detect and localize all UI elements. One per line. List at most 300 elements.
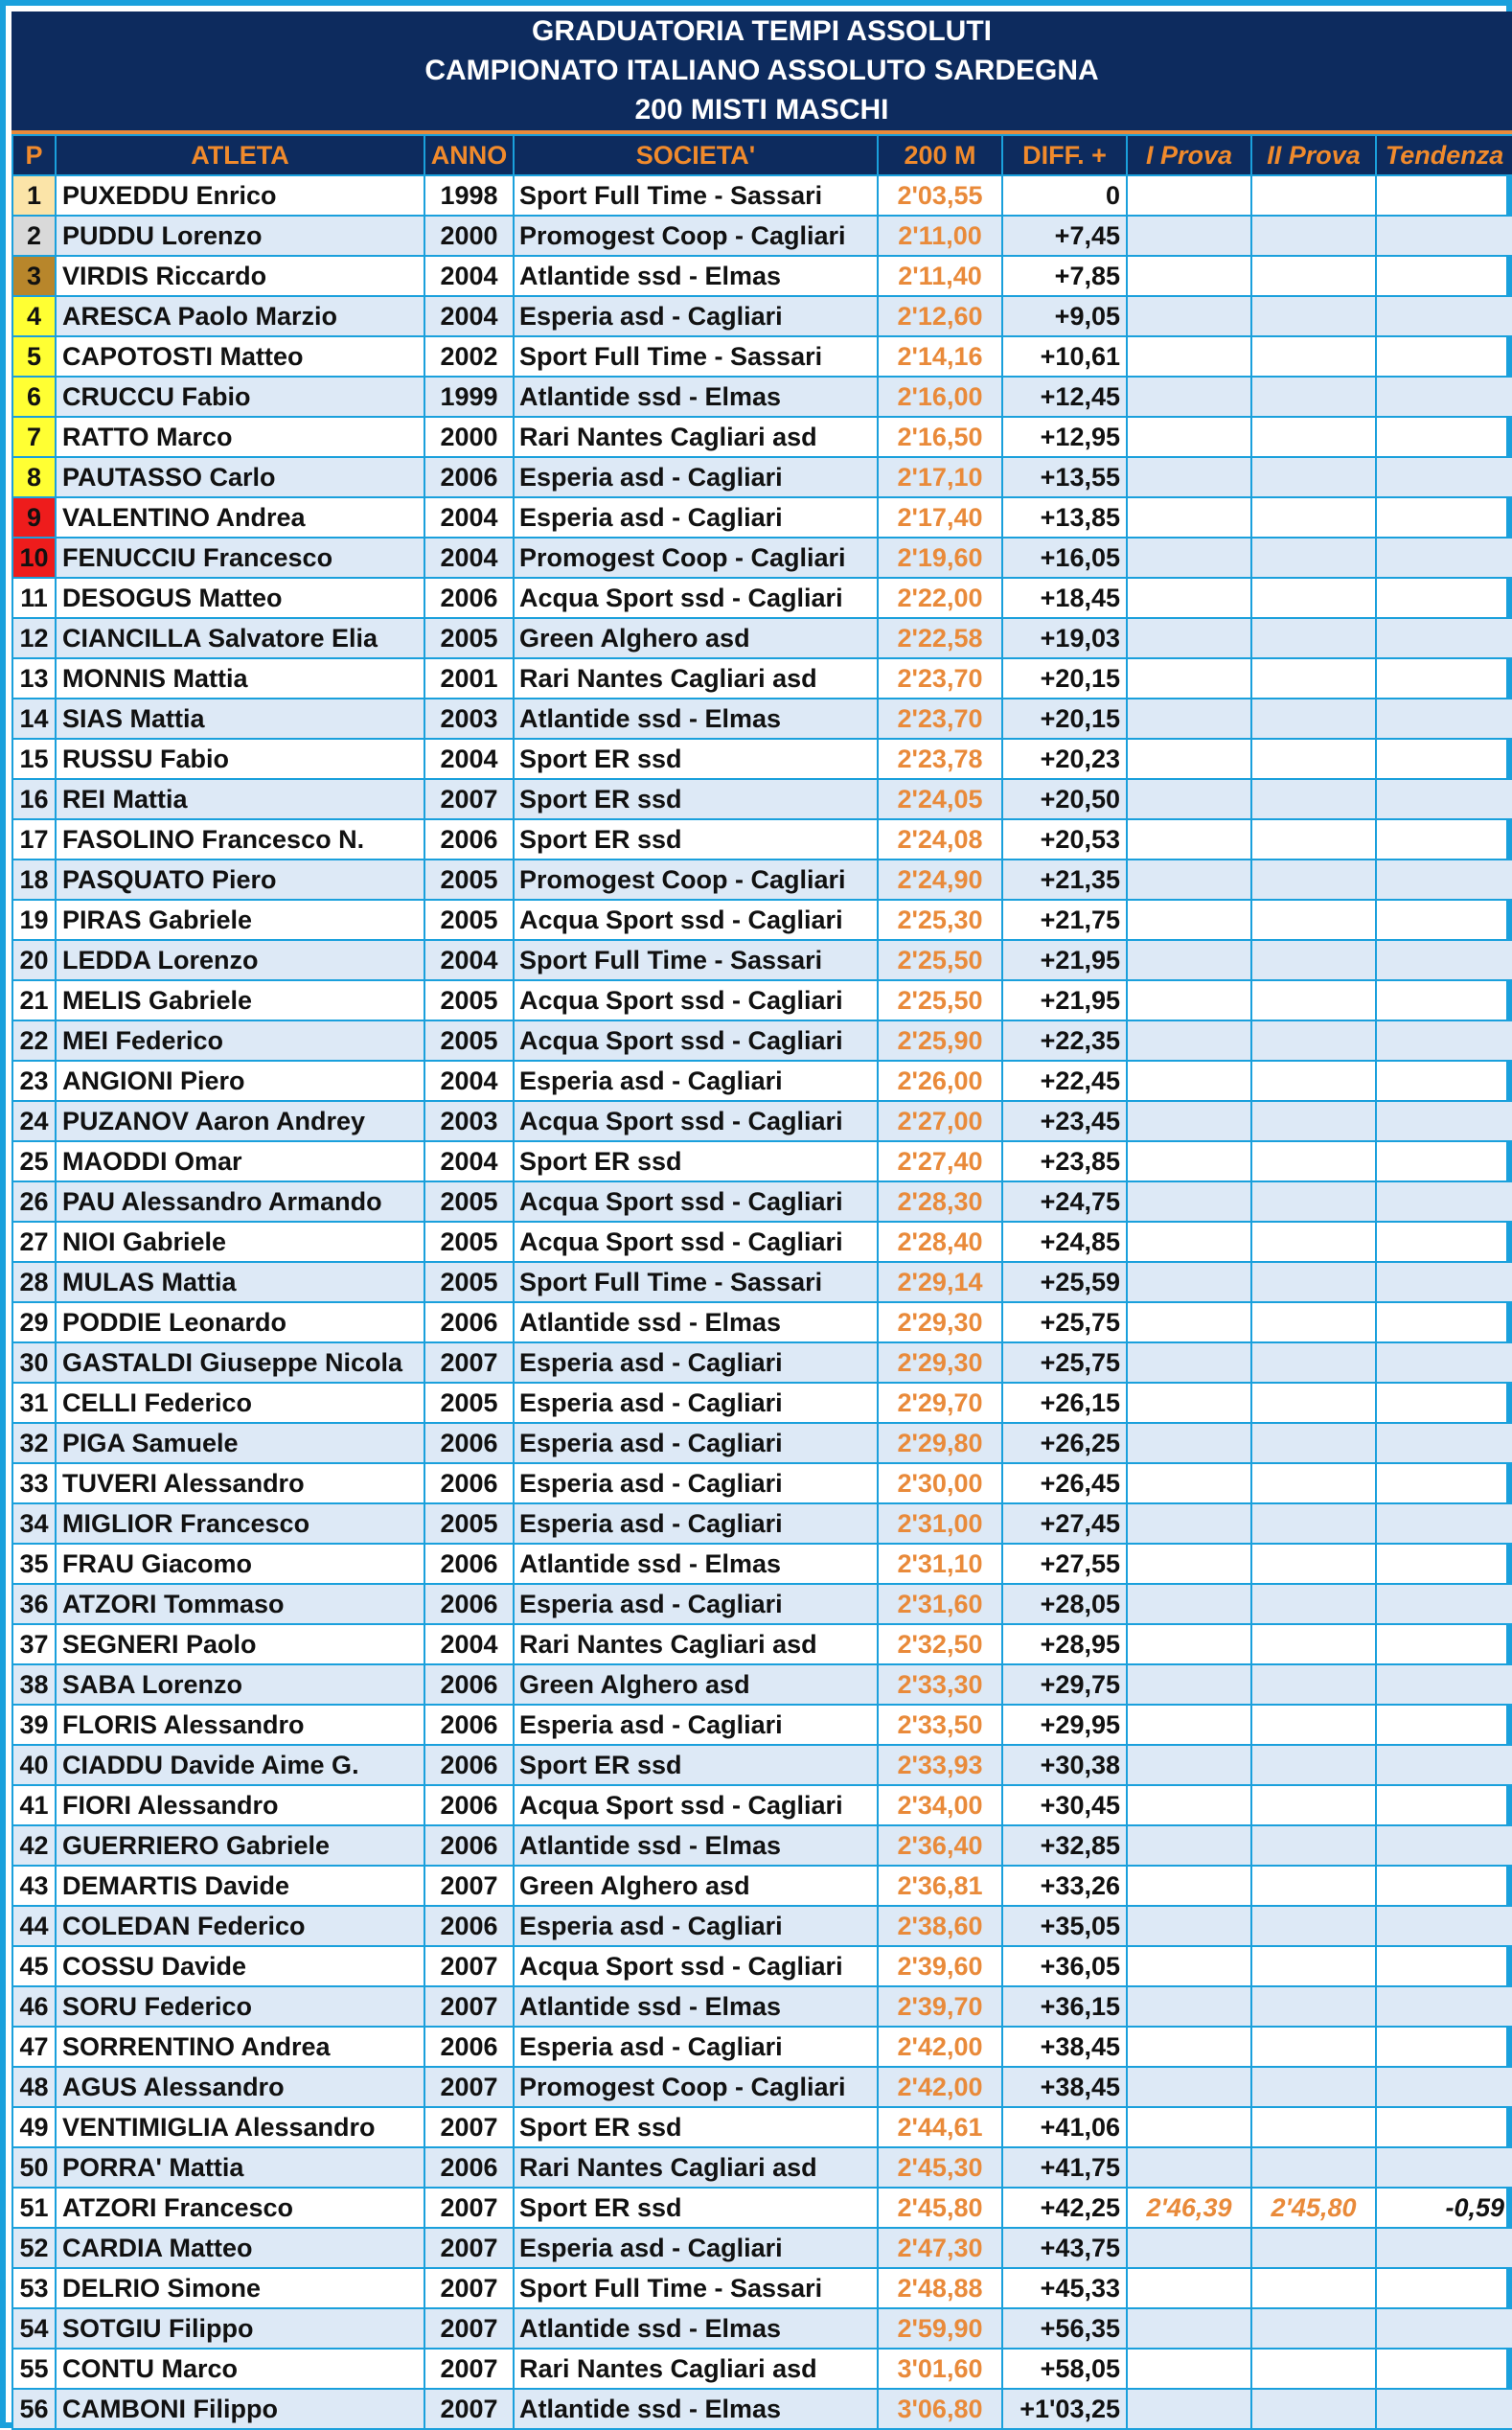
- year-cell: 2007: [424, 2389, 514, 2429]
- time-cell: 2'42,00: [878, 2067, 1002, 2107]
- year-cell: 2004: [424, 256, 514, 296]
- athlete-cell: DELRIO Simone: [56, 2268, 424, 2308]
- trial-2-cell: [1251, 1302, 1376, 1342]
- year-cell: 2003: [424, 699, 514, 739]
- trial-1-cell: [1127, 578, 1251, 618]
- position-cell: 23: [12, 1061, 56, 1101]
- diff-cell: +38,45: [1002, 2067, 1127, 2107]
- diff-cell: +35,05: [1002, 1906, 1127, 1946]
- year-cell: 2004: [424, 497, 514, 538]
- position-cell: 47: [12, 2027, 56, 2067]
- trial-1-cell: [1127, 1544, 1251, 1584]
- trial-1-cell: [1127, 1181, 1251, 1222]
- team-cell: Promogest Coop - Cagliari: [514, 216, 878, 256]
- position-cell: 44: [12, 1906, 56, 1946]
- trial-1-cell: [1127, 900, 1251, 940]
- trial-2-cell: [1251, 1544, 1376, 1584]
- trial-2-cell: [1251, 779, 1376, 819]
- trend-cell: -0,59: [1376, 2188, 1512, 2228]
- position-cell: 45: [12, 1946, 56, 1986]
- team-cell: Green Alghero asd: [514, 1866, 878, 1906]
- year-cell: 2007: [424, 2107, 514, 2147]
- position-cell: 11: [12, 578, 56, 618]
- year-cell: 2006: [424, 1664, 514, 1705]
- title-line-3: 200 MISTI MASCHI: [634, 94, 889, 126]
- time-cell: 2'11,40: [878, 256, 1002, 296]
- position-cell: 52: [12, 2228, 56, 2268]
- trend-cell: [1376, 336, 1512, 377]
- trial-1-cell: [1127, 1946, 1251, 1986]
- diff-cell: +30,38: [1002, 1745, 1127, 1785]
- athlete-cell: MAODDI Omar: [56, 1141, 424, 1181]
- table-row: [12, 2067, 1512, 2107]
- trial-1-cell: [1127, 1825, 1251, 1866]
- year-cell: 2007: [424, 1342, 514, 1383]
- trial-2-cell: [1251, 538, 1376, 578]
- diff-cell: +28,05: [1002, 1584, 1127, 1624]
- team-cell: Esperia asd - Cagliari: [514, 1423, 878, 1463]
- trial-1-cell: [1127, 940, 1251, 980]
- trend-cell: [1376, 538, 1512, 578]
- trial-2-cell: [1251, 1061, 1376, 1101]
- position-cell: 54: [12, 2308, 56, 2349]
- trial-2-cell: [1251, 1624, 1376, 1664]
- athlete-cell: ATZORI Tommaso: [56, 1584, 424, 1624]
- position-cell: 15: [12, 739, 56, 779]
- team-cell: Sport Full Time - Sassari: [514, 2268, 878, 2308]
- time-cell: 2'23,70: [878, 658, 1002, 699]
- year-cell: 2004: [424, 1624, 514, 1664]
- trend-cell: [1376, 779, 1512, 819]
- athlete-cell: PUXEDDU Enrico: [56, 175, 424, 216]
- year-cell: 2004: [424, 296, 514, 336]
- year-cell: 2005: [424, 900, 514, 940]
- year-cell: 2005: [424, 618, 514, 658]
- trial-1-cell: [1127, 1101, 1251, 1141]
- diff-cell: +10,61: [1002, 336, 1127, 377]
- trial-2-cell: [1251, 457, 1376, 497]
- trend-cell: [1376, 1825, 1512, 1866]
- year-cell: 2004: [424, 1141, 514, 1181]
- time-cell: 2'59,90: [878, 2308, 1002, 2349]
- team-cell: Green Alghero asd: [514, 1664, 878, 1705]
- diff-cell: +21,95: [1002, 980, 1127, 1020]
- position-cell: 43: [12, 1866, 56, 1906]
- trial-2-cell: [1251, 336, 1376, 377]
- position-cell: 31: [12, 1383, 56, 1423]
- year-cell: 2006: [424, 457, 514, 497]
- time-cell: 3'06,80: [878, 2389, 1002, 2429]
- time-cell: 2'29,14: [878, 1262, 1002, 1302]
- table-row: [12, 1785, 1512, 1825]
- title-banner: [11, 11, 1512, 130]
- time-cell: 2'22,00: [878, 578, 1002, 618]
- position-cell: 39: [12, 1705, 56, 1745]
- position-cell: 20: [12, 940, 56, 980]
- trend-cell: [1376, 1302, 1512, 1342]
- diff-cell: +28,95: [1002, 1624, 1127, 1664]
- trend-cell: [1376, 1584, 1512, 1624]
- time-cell: 2'47,30: [878, 2228, 1002, 2268]
- athlete-cell: VIRDIS Riccardo: [56, 256, 424, 296]
- trend-cell: [1376, 417, 1512, 457]
- trial-2-cell: [1251, 1181, 1376, 1222]
- trial-2-cell: [1251, 1423, 1376, 1463]
- diff-cell: +25,75: [1002, 1342, 1127, 1383]
- trial-2-cell: [1251, 940, 1376, 980]
- trial-1-cell: [1127, 256, 1251, 296]
- diff-cell: +13,55: [1002, 457, 1127, 497]
- year-cell: 1999: [424, 377, 514, 417]
- diff-cell: +41,75: [1002, 2147, 1127, 2188]
- table-row: [12, 2308, 1512, 2349]
- trend-cell: [1376, 2308, 1512, 2349]
- time-cell: 2'03,55: [878, 175, 1002, 216]
- trial-1-cell: [1127, 860, 1251, 900]
- athlete-cell: CONTU Marco: [56, 2349, 424, 2389]
- team-cell: Esperia asd - Cagliari: [514, 1342, 878, 1383]
- team-cell: Acqua Sport ssd - Cagliari: [514, 1181, 878, 1222]
- trend-cell: [1376, 2147, 1512, 2188]
- time-cell: 2'25,50: [878, 980, 1002, 1020]
- position-cell: 36: [12, 1584, 56, 1624]
- diff-cell: +20,15: [1002, 658, 1127, 699]
- position-cell: 56: [12, 2389, 56, 2429]
- year-cell: 2005: [424, 1020, 514, 1061]
- trial-1-cell: [1127, 2027, 1251, 2067]
- trial-2-cell: [1251, 578, 1376, 618]
- trial-2-cell: [1251, 417, 1376, 457]
- col-header-team: SOCIETA': [514, 135, 878, 175]
- position-cell: 37: [12, 1624, 56, 1664]
- time-cell: 3'01,60: [878, 2349, 1002, 2389]
- year-cell: 2004: [424, 940, 514, 980]
- table-row: [12, 1141, 1512, 1181]
- trial-2-cell: [1251, 1906, 1376, 1946]
- year-cell: 2004: [424, 739, 514, 779]
- diff-cell: +21,95: [1002, 940, 1127, 980]
- athlete-cell: FRAU Giacomo: [56, 1544, 424, 1584]
- table-row: [12, 2107, 1512, 2147]
- team-cell: Acqua Sport ssd - Cagliari: [514, 980, 878, 1020]
- team-cell: Sport ER ssd: [514, 819, 878, 860]
- trend-cell: [1376, 1181, 1512, 1222]
- position-cell: 22: [12, 1020, 56, 1061]
- trial-2-cell: [1251, 1866, 1376, 1906]
- athlete-cell: ANGIONI Piero: [56, 1061, 424, 1101]
- athlete-cell: PAU Alessandro Armando: [56, 1181, 424, 1222]
- year-cell: 2005: [424, 1222, 514, 1262]
- year-cell: 2005: [424, 1181, 514, 1222]
- position-cell: 46: [12, 1986, 56, 2027]
- diff-cell: +56,35: [1002, 2308, 1127, 2349]
- trend-cell: [1376, 1342, 1512, 1383]
- table-row: [12, 1986, 1512, 2027]
- trial-1-cell: [1127, 2308, 1251, 2349]
- table-row: [12, 417, 1512, 457]
- table-row: [12, 2228, 1512, 2268]
- trend-cell: [1376, 618, 1512, 658]
- year-cell: 2004: [424, 1061, 514, 1101]
- trial-2-cell: [1251, 1020, 1376, 1061]
- diff-cell: +27,45: [1002, 1503, 1127, 1544]
- trial-2-cell: [1251, 1141, 1376, 1181]
- diff-cell: +7,45: [1002, 216, 1127, 256]
- year-cell: 2006: [424, 1906, 514, 1946]
- diff-cell: +20,53: [1002, 819, 1127, 860]
- table-row: [12, 1181, 1512, 1222]
- year-cell: 2007: [424, 2228, 514, 2268]
- trial-2-cell: [1251, 1946, 1376, 1986]
- trial-2-cell: 2'45,80: [1251, 2188, 1376, 2228]
- trial-1-cell: [1127, 497, 1251, 538]
- table-row: [12, 216, 1512, 256]
- trend-cell: [1376, 1664, 1512, 1705]
- table-row: [12, 256, 1512, 296]
- diff-cell: +7,85: [1002, 256, 1127, 296]
- athlete-cell: MIGLIOR Francesco: [56, 1503, 424, 1544]
- year-cell: 2006: [424, 1423, 514, 1463]
- trial-1-cell: [1127, 980, 1251, 1020]
- time-cell: 2'34,00: [878, 1785, 1002, 1825]
- diff-cell: +26,15: [1002, 1383, 1127, 1423]
- athlete-cell: AGUS Alessandro: [56, 2067, 424, 2107]
- year-cell: 2006: [424, 2147, 514, 2188]
- team-cell: Esperia asd - Cagliari: [514, 1061, 878, 1101]
- table-row: [12, 2268, 1512, 2308]
- year-cell: 2006: [424, 1825, 514, 1866]
- position-cell: 21: [12, 980, 56, 1020]
- diff-cell: +24,75: [1002, 1181, 1127, 1222]
- col-header-time: 200 M: [878, 135, 1002, 175]
- athlete-cell: PUDDU Lorenzo: [56, 216, 424, 256]
- time-cell: 2'11,00: [878, 216, 1002, 256]
- position-cell: 34: [12, 1503, 56, 1544]
- athlete-cell: FIORI Alessandro: [56, 1785, 424, 1825]
- time-cell: 2'19,60: [878, 538, 1002, 578]
- table-row: [12, 1342, 1512, 1383]
- position-cell: 16: [12, 779, 56, 819]
- diff-cell: +33,26: [1002, 1866, 1127, 1906]
- diff-cell: +45,33: [1002, 2268, 1127, 2308]
- trial-2-cell: [1251, 1463, 1376, 1503]
- athlete-cell: PAUTASSO Carlo: [56, 457, 424, 497]
- athlete-cell: CIADDU Davide Aime G.: [56, 1745, 424, 1785]
- position-cell: 35: [12, 1544, 56, 1584]
- athlete-cell: COLEDAN Federico: [56, 1906, 424, 1946]
- time-cell: 2'25,90: [878, 1020, 1002, 1061]
- team-cell: Esperia asd - Cagliari: [514, 1705, 878, 1745]
- trial-1-cell: [1127, 1866, 1251, 1906]
- year-cell: 2006: [424, 1302, 514, 1342]
- time-cell: 2'39,70: [878, 1986, 1002, 2027]
- year-cell: 2007: [424, 1946, 514, 1986]
- team-cell: Atlantide ssd - Elmas: [514, 2389, 878, 2429]
- col-header-diff: DIFF. +: [1002, 135, 1127, 175]
- athlete-cell: SIAS Mattia: [56, 699, 424, 739]
- year-cell: 2006: [424, 819, 514, 860]
- athlete-cell: RUSSU Fabio: [56, 739, 424, 779]
- trial-1-cell: [1127, 2389, 1251, 2429]
- team-cell: Esperia asd - Cagliari: [514, 2027, 878, 2067]
- athlete-cell: MONNIS Mattia: [56, 658, 424, 699]
- diff-cell: +38,45: [1002, 2027, 1127, 2067]
- trial-2-cell: [1251, 1986, 1376, 2027]
- trend-cell: [1376, 2268, 1512, 2308]
- time-cell: 2'32,50: [878, 1624, 1002, 1664]
- trial-1-cell: [1127, 779, 1251, 819]
- trial-1-cell: [1127, 2228, 1251, 2268]
- trial-1-cell: [1127, 377, 1251, 417]
- table-row: [12, 578, 1512, 618]
- trial-2-cell: [1251, 2067, 1376, 2107]
- trend-cell: [1376, 1383, 1512, 1423]
- trend-cell: [1376, 1061, 1512, 1101]
- trial-2-cell: [1251, 1705, 1376, 1745]
- table-row: [12, 1584, 1512, 1624]
- trial-1-cell: [1127, 1463, 1251, 1503]
- athlete-cell: CIANCILLA Salvatore Elia: [56, 618, 424, 658]
- time-cell: 2'23,70: [878, 699, 1002, 739]
- year-cell: 2000: [424, 216, 514, 256]
- position-cell: 7: [12, 417, 56, 457]
- time-cell: 2'30,00: [878, 1463, 1002, 1503]
- team-cell: Promogest Coop - Cagliari: [514, 860, 878, 900]
- trial-1-cell: [1127, 1503, 1251, 1544]
- athlete-cell: GUERRIERO Gabriele: [56, 1825, 424, 1866]
- trial-2-cell: [1251, 2349, 1376, 2389]
- trend-cell: [1376, 1544, 1512, 1584]
- trial-1-cell: [1127, 457, 1251, 497]
- team-cell: Atlantide ssd - Elmas: [514, 699, 878, 739]
- table-row: [12, 175, 1512, 216]
- trend-cell: [1376, 980, 1512, 1020]
- trial-2-cell: [1251, 175, 1376, 216]
- table-row: [12, 1906, 1512, 1946]
- diff-cell: +23,85: [1002, 1141, 1127, 1181]
- trial-2-cell: [1251, 1101, 1376, 1141]
- trial-1-cell: [1127, 1141, 1251, 1181]
- table-row: [12, 1222, 1512, 1262]
- trial-2-cell: [1251, 1262, 1376, 1302]
- team-cell: Acqua Sport ssd - Cagliari: [514, 1101, 878, 1141]
- time-cell: 2'29,30: [878, 1342, 1002, 1383]
- team-cell: Atlantide ssd - Elmas: [514, 377, 878, 417]
- trial-2-cell: [1251, 296, 1376, 336]
- time-cell: 2'31,10: [878, 1544, 1002, 1584]
- trial-2-cell: [1251, 1664, 1376, 1705]
- position-cell: 4: [12, 296, 56, 336]
- team-cell: Atlantide ssd - Elmas: [514, 2308, 878, 2349]
- table-row: [12, 2027, 1512, 2067]
- title-line-2: CAMPIONATO ITALIANO ASSOLUTO SARDEGNA: [424, 55, 1099, 86]
- team-cell: Atlantide ssd - Elmas: [514, 256, 878, 296]
- time-cell: 2'29,80: [878, 1423, 1002, 1463]
- position-cell: 24: [12, 1101, 56, 1141]
- year-cell: 2007: [424, 1866, 514, 1906]
- time-cell: 2'45,80: [878, 2188, 1002, 2228]
- team-cell: Atlantide ssd - Elmas: [514, 1986, 878, 2027]
- team-cell: Esperia asd - Cagliari: [514, 457, 878, 497]
- team-cell: Acqua Sport ssd - Cagliari: [514, 1020, 878, 1061]
- time-cell: 2'17,40: [878, 497, 1002, 538]
- trend-cell: [1376, 296, 1512, 336]
- time-cell: 2'28,40: [878, 1222, 1002, 1262]
- table-row: [12, 296, 1512, 336]
- time-cell: 2'27,00: [878, 1101, 1002, 1141]
- time-cell: 2'24,08: [878, 819, 1002, 860]
- trial-1-cell: [1127, 336, 1251, 377]
- team-cell: Rari Nantes Cagliari asd: [514, 1624, 878, 1664]
- trial-1-cell: [1127, 2349, 1251, 2389]
- team-cell: Sport ER ssd: [514, 739, 878, 779]
- year-cell: 2006: [424, 2027, 514, 2067]
- table-row: [12, 2389, 1512, 2429]
- year-cell: 1998: [424, 175, 514, 216]
- trial-2-cell: [1251, 739, 1376, 779]
- team-cell: Sport Full Time - Sassari: [514, 175, 878, 216]
- diff-cell: +23,45: [1002, 1101, 1127, 1141]
- diff-cell: +18,45: [1002, 578, 1127, 618]
- team-cell: Sport Full Time - Sassari: [514, 1262, 878, 1302]
- trial-2-cell: [1251, 1825, 1376, 1866]
- position-cell: 55: [12, 2349, 56, 2389]
- athlete-cell: CELLI Federico: [56, 1383, 424, 1423]
- team-cell: Rari Nantes Cagliari asd: [514, 2349, 878, 2389]
- position-cell: 5: [12, 336, 56, 377]
- team-cell: Sport Full Time - Sassari: [514, 940, 878, 980]
- athlete-cell: GASTALDI Giuseppe Nicola: [56, 1342, 424, 1383]
- athlete-cell: SOTGIU Filippo: [56, 2308, 424, 2349]
- time-cell: 2'39,60: [878, 1946, 1002, 1986]
- position-cell: 53: [12, 2268, 56, 2308]
- year-cell: 2001: [424, 658, 514, 699]
- trial-1-cell: [1127, 739, 1251, 779]
- position-cell: 26: [12, 1181, 56, 1222]
- diff-cell: +27,55: [1002, 1544, 1127, 1584]
- athlete-cell: ARESCA Paolo Marzio: [56, 296, 424, 336]
- diff-cell: +26,25: [1002, 1423, 1127, 1463]
- diff-cell: +42,25: [1002, 2188, 1127, 2228]
- trial-2-cell: [1251, 1342, 1376, 1383]
- table-row: [12, 1262, 1512, 1302]
- position-cell: 10: [12, 538, 56, 578]
- athlete-cell: VENTIMIGLIA Alessandro: [56, 2107, 424, 2147]
- team-cell: Rari Nantes Cagliari asd: [514, 658, 878, 699]
- athlete-cell: MEI Federico: [56, 1020, 424, 1061]
- athlete-cell: DEMARTIS Davide: [56, 1866, 424, 1906]
- table-row: [12, 860, 1512, 900]
- trend-cell: [1376, 1785, 1512, 1825]
- team-cell: Esperia asd - Cagliari: [514, 2228, 878, 2268]
- trial-1-cell: [1127, 1664, 1251, 1705]
- trial-2-cell: [1251, 1785, 1376, 1825]
- trial-2-cell: [1251, 618, 1376, 658]
- col-header-position: P: [12, 135, 56, 175]
- table-row: [12, 618, 1512, 658]
- diff-cell: +12,45: [1002, 377, 1127, 417]
- position-cell: 12: [12, 618, 56, 658]
- diff-cell: 0: [1002, 175, 1127, 216]
- trial-2-cell: [1251, 1745, 1376, 1785]
- time-cell: 2'44,61: [878, 2107, 1002, 2147]
- year-cell: 2006: [424, 1705, 514, 1745]
- trial-1-cell: [1127, 538, 1251, 578]
- time-cell: 2'23,78: [878, 739, 1002, 779]
- trial-2-cell: [1251, 377, 1376, 417]
- time-cell: 2'36,40: [878, 1825, 1002, 1866]
- trial-2-cell: [1251, 497, 1376, 538]
